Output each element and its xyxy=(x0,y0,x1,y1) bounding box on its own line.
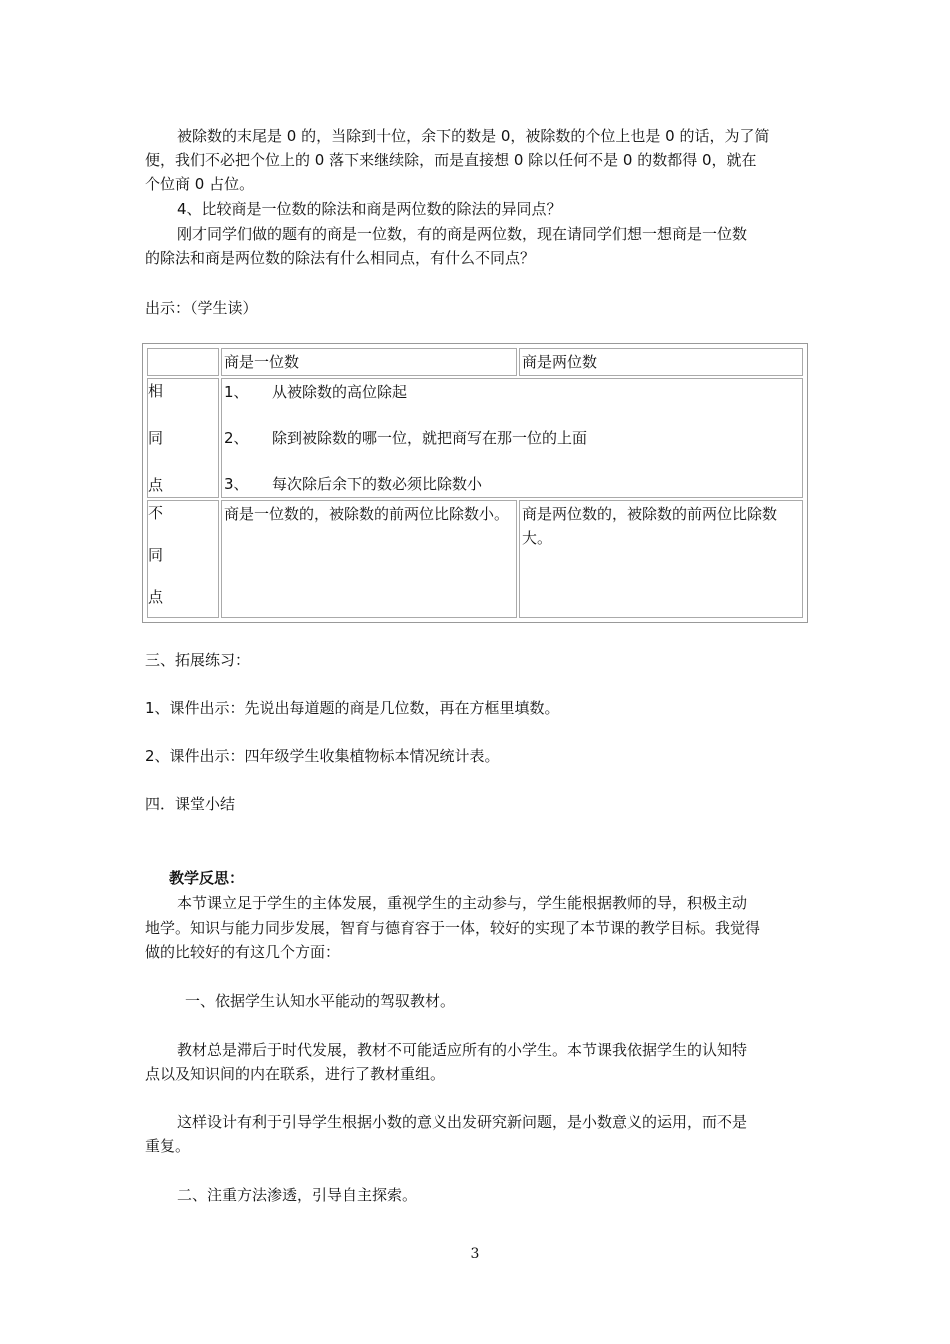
same-points-label: 相 同 点 xyxy=(147,378,219,498)
list-item: 2、 除到被除数的哪一位，就把商写在那一位的上面 xyxy=(224,429,588,447)
comparison-paragraph-line: 刚才同学们做的题有的商是一位数，有的商是两位数，现在请同学们想一想商是一位数 xyxy=(177,225,748,243)
diff-two-digit-cell: 商是两位数的，被除数的前两位比除数大。 xyxy=(519,500,803,618)
comparison-paragraph-line: 的除法和商是两位数的除法有什么相同点，有什么不同点？ xyxy=(145,249,536,267)
page-number: 3 xyxy=(470,1246,480,1262)
reflection-paragraph-line: 本节课立足于学生的主体发展，重视学生的主动参与，学生能根据教师的导，积极主动 xyxy=(177,894,748,912)
list-item: 1、 从被除数的高位除起 xyxy=(224,383,408,401)
diff-one-digit-cell: 商是一位数的，被除数的前两位比除数小。 xyxy=(221,500,517,618)
comparison-question: 4、比较商是一位数的除法和商是两位数的除法的异同点？ xyxy=(177,200,562,218)
show-label: 出示：（学生读） xyxy=(145,299,258,317)
intro-paragraph-line: 被除数的末尾是 0 的，当除到十位，余下的数是 0，被除数的个位上也是 0 的话，为了简 xyxy=(177,127,770,145)
reflection-paragraph-line: 这样设计有利于引导学生根据小数的意义出发研究新问题，是小数意义的运用，而不是 xyxy=(177,1113,748,1131)
practice-item-1: 1、课件出示：先说出每道题的商是几位数，再在方框里填数。 xyxy=(145,699,560,717)
reflection-heading: 教学反思： xyxy=(169,869,245,887)
intro-paragraph-line: 便，我们不必把个位上的 0 落下来继续除，而是直接想 0 除以任何不是 0 的数都得 0，就在 xyxy=(145,151,757,169)
same-points-cell xyxy=(221,378,803,498)
practice-item-2: 2、课件出示：四年级学生收集植物标本情况统计表。 xyxy=(145,747,500,765)
header-one-digit: 商是一位数 xyxy=(221,348,517,376)
reflection-paragraph-line: 做的比较好的有这几个方面： xyxy=(145,943,341,961)
table-corner-cell xyxy=(147,348,219,376)
reflection-subheading-1: 一、依据学生认知水平能动的驾驭教材。 xyxy=(185,992,456,1010)
summary-heading: 四．课堂小结 xyxy=(145,795,236,813)
reflection-subheading-2: 二、注重方法渗透，引导自主探索。 xyxy=(177,1186,418,1204)
comparison-table xyxy=(142,343,808,623)
different-points-label: 不 同 点 xyxy=(147,500,219,618)
reflection-paragraph-line: 重复。 xyxy=(145,1137,191,1155)
header-two-digit: 商是两位数 xyxy=(519,348,803,376)
reflection-paragraph-line: 教材总是滞后于时代发展，教材不可能适应所有的小学生。本节课我依据学生的认知特 xyxy=(177,1041,748,1059)
reflection-paragraph-line: 地学。知识与能力同步发展，智育与德育容于一体，较好的实现了本节课的教学目标。我觉得 xyxy=(145,919,761,937)
intro-paragraph-line: 个位商 0 占位。 xyxy=(145,175,255,193)
list-item: 3、 每次除后余下的数必须比除数小 xyxy=(224,475,483,493)
reflection-paragraph-line: 点以及知识间的内在联系，进行了教材重组。 xyxy=(145,1065,446,1083)
practice-heading: 三、拓展练习： xyxy=(145,651,251,669)
